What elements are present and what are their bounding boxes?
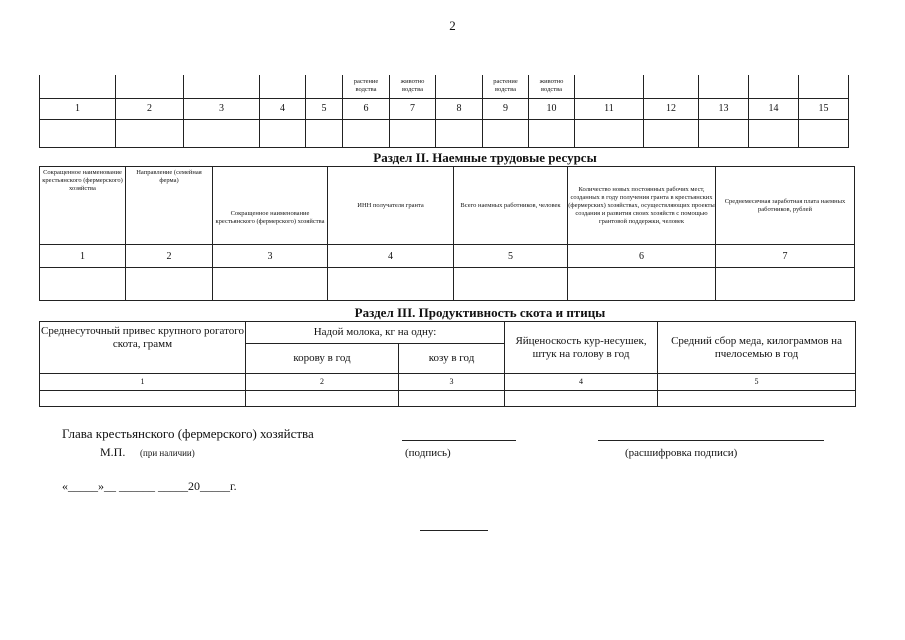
- section3-title: Раздел III. Продуктивность скота и птицы: [354, 305, 606, 320]
- header-daily-gain: Среднесуточный привес крупного рогатого скота, грамм: [40, 322, 246, 374]
- header-crop-2: растение водства: [483, 75, 529, 98]
- header-egg-production: Яйценоскость кур-несушек, штук на голову в год: [505, 322, 658, 374]
- header-crop-1: растение водства: [343, 75, 390, 98]
- input-cell[interactable]: [658, 391, 856, 407]
- signature-caption: (подпись): [405, 447, 451, 459]
- input-cell[interactable]: [328, 268, 454, 301]
- table-row-numbers: [40, 98, 849, 119]
- input-cell[interactable]: [799, 119, 849, 147]
- col-number: 5: [454, 245, 568, 268]
- input-cell[interactable]: [213, 268, 328, 301]
- table-section2: [39, 166, 855, 301]
- stamp-label: М.П.: [100, 445, 126, 459]
- header-new-jobs: Количество новых постоянных рабочих мест, созданных в году получения гранта в крестьянских (фермерских) хозяйствах, осуществляющих проекты создания и развития своих хозяйств с помощью грантовой поддержки, человек: [568, 167, 716, 245]
- header-milk-cow: корову в год: [246, 344, 399, 374]
- header-direction: Направление (семейная ферма): [126, 167, 213, 245]
- col-number: 8: [436, 98, 483, 119]
- col-number: 2: [126, 245, 213, 268]
- table-section1-continuation: [39, 75, 849, 148]
- input-cell[interactable]: [184, 119, 260, 147]
- page-number: 2: [449, 18, 456, 33]
- signature-decode-caption: (расшифровка подписи): [625, 447, 738, 459]
- col-number: 5: [306, 98, 343, 119]
- signature-line[interactable]: [402, 440, 516, 441]
- table-row-numbers: [40, 374, 856, 391]
- col-number: 15: [799, 98, 849, 119]
- col-number: 2: [116, 98, 184, 119]
- header-livestock-2: животно водства: [529, 75, 575, 98]
- col-number: 1: [40, 98, 116, 119]
- header-livestock-1: животно водства: [390, 75, 436, 98]
- input-cell[interactable]: [505, 391, 658, 407]
- col-number: 10: [529, 98, 575, 119]
- col-number: 1: [40, 245, 126, 268]
- input-cell[interactable]: [575, 119, 644, 147]
- input-cell[interactable]: [260, 119, 306, 147]
- input-cell[interactable]: [343, 119, 390, 147]
- input-cell[interactable]: [40, 119, 116, 147]
- header-milk-yield: Надой молока, кг на одну:: [246, 322, 505, 344]
- header-milk-goat: козу в год: [399, 344, 505, 374]
- input-cell[interactable]: [483, 119, 529, 147]
- head-of-farm-label: Глава крестьянского (фермерского) хозяйства: [62, 426, 314, 441]
- input-cell[interactable]: [40, 268, 126, 301]
- input-cell[interactable]: [716, 268, 855, 301]
- input-cell[interactable]: [40, 391, 246, 407]
- col-number: 5: [658, 374, 856, 391]
- input-cell[interactable]: [306, 119, 343, 147]
- col-number: 2: [246, 374, 399, 391]
- col-number: 7: [390, 98, 436, 119]
- input-cell[interactable]: [699, 119, 749, 147]
- col-number: 4: [328, 245, 454, 268]
- header-inn: ИНН получателя гранта: [328, 167, 454, 245]
- table-section3: [39, 321, 856, 407]
- header-employees-total: Всего наемных работников, человек: [454, 167, 568, 245]
- col-number: 6: [343, 98, 390, 119]
- date-line[interactable]: «_____»__ ______ _____20_____г.: [62, 479, 237, 493]
- input-cell[interactable]: [529, 119, 575, 147]
- input-cell[interactable]: [436, 119, 483, 147]
- footer-divider: [420, 530, 488, 531]
- input-cell[interactable]: [126, 268, 213, 301]
- header-avg-salary: Среднемесячная заработная плата наемных работников, рублей: [716, 167, 855, 245]
- col-number: 7: [716, 245, 855, 268]
- input-cell[interactable]: [116, 119, 184, 147]
- col-number: 4: [260, 98, 306, 119]
- col-number: 3: [213, 245, 328, 268]
- header-farm-short-name: Сокращенное наименование крестьянского (фермерского) хозяйства: [40, 167, 126, 245]
- section2-title: Раздел II. Наемные трудовые ресурсы: [373, 150, 597, 165]
- col-number: 3: [399, 374, 505, 391]
- col-number: 4: [505, 374, 658, 391]
- header-honey-yield: Средний сбор меда, килограммов на пчелосемью в год: [658, 322, 856, 374]
- table-row-empty: [40, 119, 849, 147]
- input-cell[interactable]: [454, 268, 568, 301]
- col-number: 13: [699, 98, 749, 119]
- input-cell[interactable]: [390, 119, 436, 147]
- col-number: 14: [749, 98, 799, 119]
- input-cell[interactable]: [568, 268, 716, 301]
- input-cell[interactable]: [644, 119, 699, 147]
- table-row-empty: [40, 391, 856, 407]
- input-cell[interactable]: [399, 391, 505, 407]
- table-header-row: [40, 167, 855, 245]
- header-farm-short-name-2: Сокращенное наименование крестьянского (фермерского) хозяйства: [213, 167, 328, 245]
- stamp-note: (при наличии): [140, 448, 195, 458]
- table-row-numbers: [40, 245, 855, 268]
- input-cell[interactable]: [246, 391, 399, 407]
- col-number: 6: [568, 245, 716, 268]
- col-number: 3: [184, 98, 260, 119]
- table-row-empty: [40, 268, 855, 301]
- col-number: 9: [483, 98, 529, 119]
- table-row: [40, 75, 849, 98]
- input-cell[interactable]: [749, 119, 799, 147]
- col-number: 11: [575, 98, 644, 119]
- signature-decode-line[interactable]: [598, 440, 824, 441]
- col-number: 1: [40, 374, 246, 391]
- table-header-row: [40, 322, 856, 344]
- col-number: 12: [644, 98, 699, 119]
